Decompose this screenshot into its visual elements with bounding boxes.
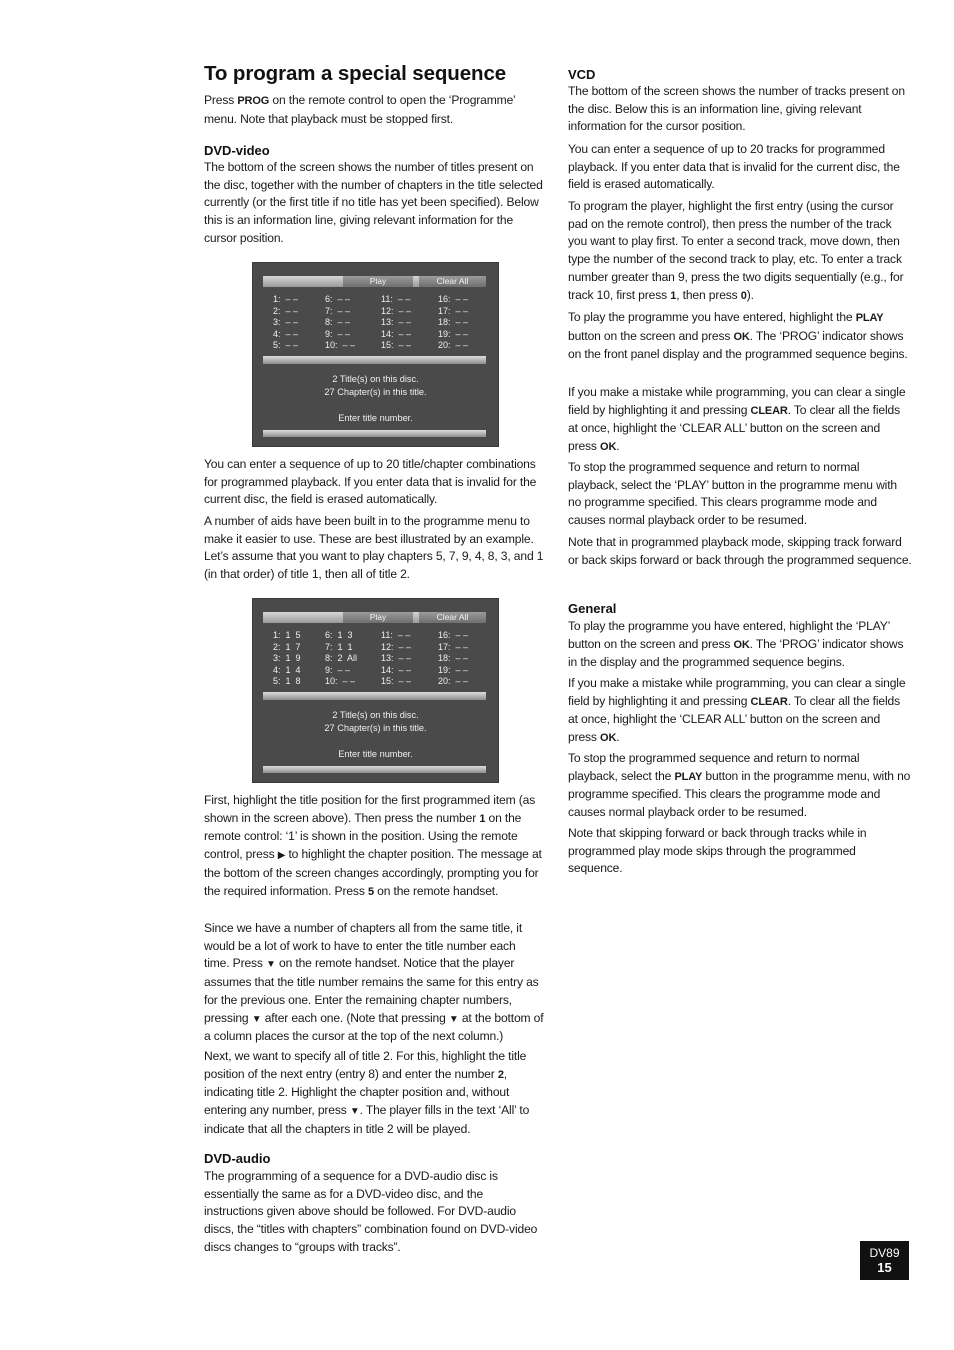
- intro-paragraph: Press PROG on the remote control to open the ‘Programme’ menu. Note that playback must be stopped first.: [204, 93, 516, 126]
- programme-entry[interactable]: 7: 1 1: [325, 641, 353, 652]
- programme-entry[interactable]: 19: – –: [438, 328, 469, 339]
- down-arrow-icon: ▼: [266, 959, 276, 971]
- programme-menu-screen-empty: [252, 262, 499, 447]
- clear-all-button[interactable]: Clear All: [419, 276, 486, 287]
- page-number-badge: [860, 1241, 909, 1280]
- dvd-video-heading: DVD-video: [204, 143, 270, 158]
- programme-entry[interactable]: 9: – –: [325, 328, 351, 339]
- entry-column-2: [325, 294, 355, 352]
- programme-entry[interactable]: 20: – –: [438, 340, 469, 350]
- programme-entry[interactable]: 3: – –: [273, 317, 299, 327]
- programme-entry[interactable]: 5: 1 8: [273, 676, 301, 686]
- dvd-video-paragraph-3: A number of aids have been built in to the programme menu to make it easier to use. These are best illustrated by an example. Let’s assume that you want to play chapters 5, 7, 9, 4, 8, 3, and 1 (in that order) of title 1, then all of title 2.: [204, 514, 544, 582]
- ok-key: OK: [600, 441, 617, 454]
- model-name: DV89: [869, 1246, 900, 1260]
- programme-entry[interactable]: 18: – –: [438, 317, 469, 327]
- dvd-audio-heading: DVD-audio: [204, 1151, 271, 1166]
- entry-column-2: [325, 630, 357, 688]
- menu-divider-bar: [263, 356, 486, 364]
- key-1: 1: [670, 289, 677, 302]
- menu-top-bar: [263, 276, 486, 287]
- titles-count-line: 2 Title(s) on this disc.: [332, 374, 419, 384]
- programme-entry[interactable]: 4: 1 4: [273, 664, 301, 675]
- programme-entry[interactable]: 1: – –: [273, 294, 299, 304]
- general-paragraph-2: If you make a mistake while programming, you can clear a single field by highlighting it and pressing CLEAR. To clear all the fields at once, highlight the ‘CLEAR ALL’ button on the screen and press OK.: [568, 676, 906, 745]
- menu-divider-bar: [263, 692, 486, 700]
- programme-entry[interactable]: 5: – –: [273, 340, 299, 350]
- programme-entry[interactable]: 17: – –: [438, 641, 469, 652]
- prog-key: PROG: [237, 95, 270, 107]
- clear-key: CLEAR: [750, 695, 788, 708]
- programme-entry[interactable]: 3: 1 9: [273, 653, 301, 663]
- programme-entry[interactable]: 12: – –: [381, 641, 412, 652]
- down-arrow-icon: ▼: [349, 1106, 360, 1118]
- entry-column-4: [438, 294, 468, 352]
- prompt-line: Enter title number.: [338, 749, 413, 759]
- programme-entry[interactable]: 6: 1 3: [325, 630, 353, 640]
- ok-key: OK: [733, 638, 750, 651]
- programme-entry[interactable]: 15: – –: [381, 676, 412, 686]
- clear-all-button[interactable]: Clear All: [419, 612, 486, 623]
- dvd-video-paragraph-1: The bottom of the screen shows the number of titles present on the disc, together with the number of chapters in the title selected currently (or the first title if no title has yet been specified). Below this is an information line, giving relevant information for the cursor position.: [204, 160, 543, 245]
- key-2: 2: [497, 1068, 504, 1081]
- dvd-video-paragraph-4: First, highlight the title position for the first programmed item (as shown in the screen above). Then press the number 1 on the remote control: ‘1’ is shown in the position. Using the remote control, press ▶ to highlight the chapter position. The message at the bottom of the screen changes accordingly, prompting you for the required information. Press 5 on the remote handset.: [204, 793, 542, 898]
- programme-entry[interactable]: 14: – –: [381, 328, 412, 339]
- general-paragraph-1: To play the programme you have entered, highlight the ‘PLAY’ button on the screen and press OK. The ‘PROG’ indicator shows in the display and the programmed sequence begins.: [568, 619, 904, 670]
- key-0: 0: [740, 289, 747, 302]
- entry-column-1: [273, 630, 301, 688]
- play-key: PLAY: [674, 770, 703, 783]
- menu-bottom-bar: [263, 430, 486, 437]
- key-5: 5: [367, 885, 374, 898]
- programme-entry[interactable]: 13: – –: [381, 317, 412, 327]
- clear-key: CLEAR: [750, 404, 788, 417]
- menu-bottom-bar: [263, 766, 486, 773]
- vcd-paragraph-7: Note that in programmed playback mode, skipping track forward or back skips forward or back through the programmed sequence.: [568, 535, 912, 567]
- disc-info: [253, 709, 498, 761]
- titles-count-line: 2 Title(s) on this disc.: [332, 710, 419, 720]
- entry-column-4: [438, 630, 468, 688]
- vcd-heading: VCD: [568, 67, 596, 82]
- prompt-line: Enter title number.: [338, 413, 413, 423]
- menu-top-bar: [263, 612, 486, 623]
- play-key: PLAY: [855, 312, 884, 324]
- vcd-paragraph-5: If you make a mistake while programming, you can clear a single field by highlighting it and pressing CLEAR. To clear all the fields at once, highlight the ‘CLEAR ALL’ button on the screen and press OK.: [568, 385, 906, 454]
- ok-key: OK: [600, 732, 617, 745]
- programme-entry[interactable]: 1: 1 5: [273, 630, 301, 640]
- programme-entry[interactable]: 8: 2 All: [325, 653, 358, 663]
- programme-entry[interactable]: 7: – –: [325, 305, 351, 316]
- general-heading: General: [568, 601, 617, 616]
- page-number: 15: [877, 1260, 892, 1275]
- play-button[interactable]: Play: [343, 276, 413, 287]
- vcd-paragraph-4: To play the programme you have entered, highlight the PLAY button on the screen and press OK. The ‘PROG’ indicator shows on the front panel display and the programmed sequence begins.: [568, 310, 908, 362]
- down-arrow-icon: ▼: [251, 1013, 262, 1025]
- vcd-paragraph-2: You can enter a sequence of up to 20 tracks for programmed playback. If you enter data that is invalid for the current disc, the field is erased automatically.: [568, 142, 900, 192]
- right-arrow-icon: ▶: [277, 850, 286, 862]
- dvd-video-paragraph-2: You can enter a sequence of up to 20 title/chapter combinations for programmed playback. If you enter data that is invalid for the current disc, the field is erased automatically.: [204, 457, 537, 507]
- entry-column-3: [381, 630, 411, 688]
- general-paragraph-3: To stop the programmed sequence and return to normal playback, select the PLAY button in the programme menu, with no programme specified. This clears the programme mode and causes normal playback order to be resumed.: [568, 751, 911, 820]
- down-arrow-icon: ▼: [448, 1013, 459, 1025]
- programme-entry[interactable]: 9: – –: [325, 664, 351, 675]
- programme-entry[interactable]: 19: – –: [438, 664, 469, 675]
- vcd-paragraph-1: The bottom of the screen shows the number of tracks present on the disc. Below this is an information line, giving relevant information for the cursor position.: [568, 84, 905, 134]
- key-1: 1: [479, 812, 486, 825]
- programme-entry[interactable]: 18: – –: [438, 653, 469, 663]
- entry-column-3: [381, 294, 411, 352]
- programme-entry[interactable]: 16: – –: [438, 294, 469, 304]
- programme-entry[interactable]: 13: – –: [381, 653, 412, 663]
- general-paragraph-4: Note that skipping forward or back through tracks while in programmed play mode skips through the programmed sequence.: [568, 826, 867, 876]
- programme-entry[interactable]: 15: – –: [381, 340, 412, 350]
- page-title: To program a special sequence: [204, 62, 507, 85]
- dvd-audio-paragraph: The programming of a sequence for a DVD-audio disc is essentially the same as for a DVD-video disc, and the instructions given above should be followed. For DVD-audio discs, the “titles with chapters” combination found on DVD-video discs changes to “groups with tracks”.: [204, 1169, 538, 1254]
- programme-entry[interactable]: 12: – –: [381, 305, 412, 316]
- chapters-count-line: 27 Chapter(s) in this title.: [324, 387, 427, 397]
- vcd-paragraph-6: To stop the programmed sequence and return to normal playback, select the ‘PLAY’ button in the programme menu with no programme specified. This clears programme mode and causes normal playback order to be resumed.: [568, 460, 897, 528]
- entry-column-1: [273, 294, 298, 352]
- programme-entry[interactable]: 20: – –: [438, 676, 469, 686]
- programme-entry[interactable]: 10: – –: [325, 340, 356, 350]
- programme-entry[interactable]: 2: – –: [273, 305, 299, 316]
- disc-info: [253, 373, 498, 425]
- programme-entry[interactable]: 10: – –: [325, 676, 356, 686]
- programme-entry[interactable]: 14: – –: [381, 664, 412, 675]
- programme-entry[interactable]: 2: 1 7: [273, 641, 301, 652]
- programme-entry[interactable]: 11: – –: [381, 630, 411, 640]
- programme-entry[interactable]: 11: – –: [381, 294, 411, 304]
- programme-entry[interactable]: 16: – –: [438, 630, 469, 640]
- programme-entry[interactable]: 17: – –: [438, 305, 469, 316]
- ok-key: OK: [733, 330, 750, 343]
- dvd-video-paragraph-5: Since we have a number of chapters all from the same title, it would be a lot of work to have to enter the title number each time. Press ▼ on the remote handset. Notice that the player assumes that the title number remains the same for this entry as for the previous one. Enter the remaining chapter numbers, pressing ▼ after each one. (Note that pressing ▼ at the bottom of a column places the cursor at the top of the next column.): [204, 921, 544, 1044]
- programme-entry[interactable]: 8: – –: [325, 317, 351, 327]
- dvd-video-paragraph-6: Next, we want to specify all of title 2. For this, highlight the title position of the next entry (entry 8) and enter the number 2, indicating title 2. Highlight the chapter position and, without entering any number, press ▼. The player fills in the text ‘All’ to indicate that all the chapters in title 2 will be played.: [204, 1049, 530, 1136]
- programme-entry[interactable]: 4: – –: [273, 328, 299, 339]
- vcd-paragraph-3: To program the player, highlight the first entry (using the cursor pad on the remote control), then press the number of the track you want to play first. To enter a second track, move down, then type the number of the second track to play, etc. To enter a track number greater than 9, press the two digits sequentially (e.g., for track 10, first press 1, then press 0).: [568, 199, 904, 302]
- chapters-count-line: 27 Chapter(s) in this title.: [324, 723, 427, 733]
- programme-entry[interactable]: 6: – –: [325, 294, 351, 304]
- play-button[interactable]: Play: [343, 612, 413, 623]
- programme-menu-screen-example: [252, 598, 499, 783]
